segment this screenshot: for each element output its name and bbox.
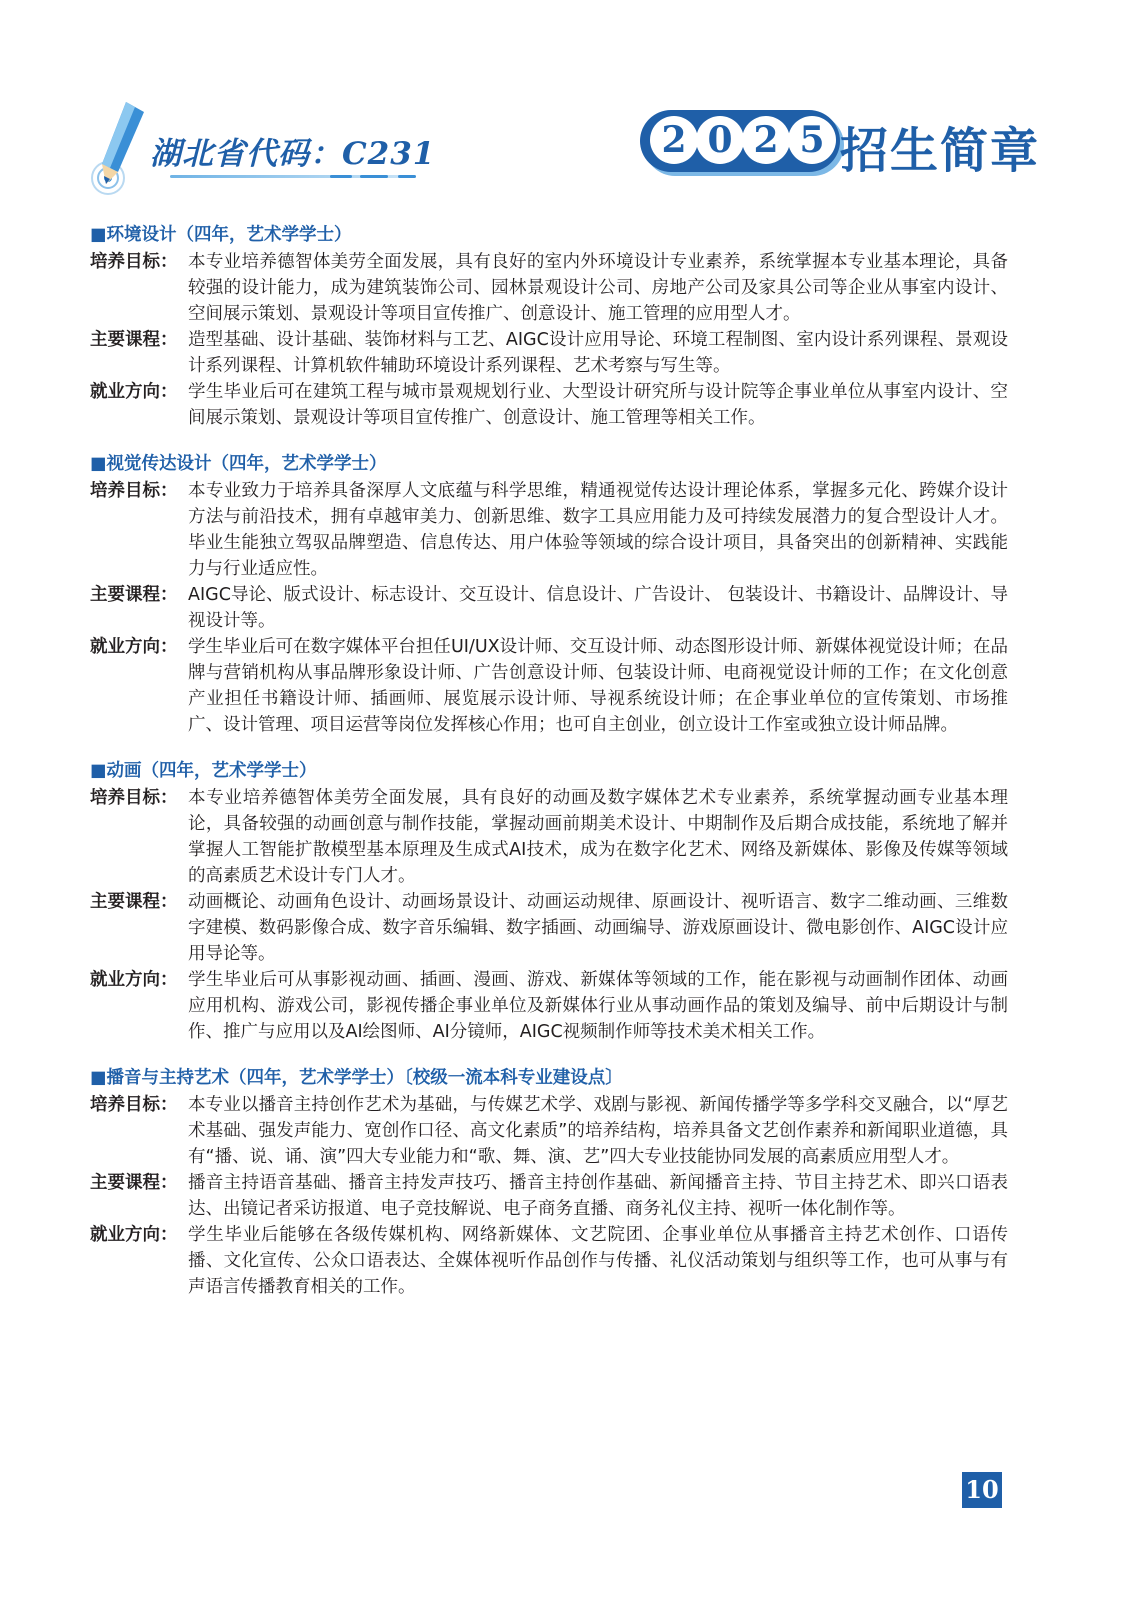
- major-section: [90, 757, 1030, 1045]
- page-number: 10: [962, 1472, 1002, 1508]
- major-list: [90, 221, 1030, 1319]
- row-label: 主要课程：: [90, 892, 178, 912]
- row-text: 造型基础、设计基础、装饰材料与工艺、AIGC设计应用导论、环境工程制图、室内设计系列课程、景观设计系列课程、计算机软件辅助环境设计系列课程、艺术考察与写生等。: [188, 330, 1008, 376]
- year-digit: 5: [788, 116, 836, 164]
- major-title: ■播音与主持艺术（四年，艺术学学士）〔校级一流本科专业建设点〕: [90, 1068, 623, 1088]
- row-text: 播音主持语音基础、播音主持发声技巧、播音主持创作基础、新闻播音主持、节目主持艺术、即兴口语表达、出镜记者采访报道、电子竞技解说、电子商务直播、商务礼仪主持、视听一体化制作等。: [188, 1173, 1008, 1219]
- row-text: 学生毕业后可在建筑工程与城市景观规划行业、大型设计研究所与设计院等企事业单位从事室内设计、空间展示策划、景观设计等项目宣传推广、创意设计、施工管理等相关工作。: [188, 382, 1008, 428]
- year-digit: 2: [650, 116, 698, 164]
- row-text: 学生毕业后可在数字媒体平台担任UI/UX设计师、交互设计师、动态图形设计师、新媒体视觉设计师；在品牌与营销机构从事品牌形象设计师、广告创意设计师、包装设计师、电商视觉设计师的工作；在文化创意产业担任书籍设计师、插画师、展览展示设计师、导视系统设计师；在企事业单位的宣传策划、市场推广、设计管理、项目运营等岗位发挥核心作用；也可自主创业，创立设计工作室或独立设计师品牌。: [188, 637, 1008, 735]
- year-digit: 2: [742, 116, 790, 164]
- row-text: 本专业致力于培养具备深厚人文底蕴与科学思维，精通视觉传达设计理论体系，掌握多元化、跨媒介设计方法与前沿技术，拥有卓越审美力、创新思维、数字工具应用能力及可持续发展潜力的复合型设计人才。毕业生能独立驾驭品牌塑造、信息传达、用户体验等领域的综合设计项目，具备突出的创新精神、实践能力与行业适应性。: [188, 481, 1008, 579]
- row-text: 动画概论、动画角色设计、动画场景设计、动画运动规律、原画设计、视听语言、数字二维动画、三维数字建模、数码影像合成、数字音乐编辑、数字插画、动画编导、游戏原画设计、微电影创作、AIGC设计应用导论等。: [188, 892, 1008, 964]
- row-label: 就业方向：: [90, 1225, 178, 1245]
- row-label: 培养目标：: [90, 788, 178, 808]
- page-header: [0, 0, 1130, 210]
- pencil-icon: [88, 98, 158, 198]
- header-dash: [398, 175, 416, 178]
- brochure-title: 招生简章: [840, 123, 1041, 179]
- row-label: 培养目标：: [90, 1095, 178, 1115]
- detail-row: [90, 634, 1030, 738]
- header-dash: [330, 175, 352, 178]
- row-label: 就业方向：: [90, 382, 178, 402]
- major-title: ■动画（四年，艺术学学士）: [90, 761, 317, 781]
- row-label: 主要课程：: [90, 330, 178, 350]
- row-label: 就业方向：: [90, 637, 178, 657]
- row-label: 主要课程：: [90, 585, 178, 605]
- detail-row: [90, 582, 1030, 634]
- detail-row: [90, 1222, 1030, 1300]
- row-text: 本专业培养德智体美劳全面发展，具有良好的动画及数字媒体艺术专业素养，系统掌握动画专业基本理论，具备较强的动画创意与制作技能，掌握动画前期美术设计、中期制作及后期合成技能，系统地了解并掌握人工智能扩散模型基本原理及生成式AI技术，成为在数字化艺术、网络及新媒体、影像及传媒等领域的高素质艺术设计专门人才。: [188, 788, 1008, 886]
- major-title: ■环境设计（四年，艺术学学士）: [90, 225, 352, 245]
- detail-row: [90, 967, 1030, 1045]
- row-label: 主要课程：: [90, 1173, 178, 1193]
- detail-row: [90, 785, 1030, 889]
- row-label: 培养目标：: [90, 481, 178, 501]
- row-label: 培养目标：: [90, 252, 178, 272]
- year-digit: 0: [696, 116, 744, 164]
- row-text: AIGC导论、版式设计、标志设计、交互设计、信息设计、广告设计、 包装设计、书籍设计、品牌设计、导视设计等。: [188, 585, 1008, 631]
- detail-row: [90, 889, 1030, 967]
- detail-row: [90, 478, 1030, 582]
- major-section: [90, 221, 1030, 431]
- row-text: 学生毕业后能够在各级传媒机构、网络新媒体、文艺院团、企事业单位从事播音主持艺术创作、口语传播、文化宣传、公众口语表达、全媒体视听作品创作与传播、礼仪活动策划与组织等工作，也可从事与有声语言传播教育相关的工作。: [188, 1225, 1008, 1297]
- row-text: 本专业培养德智体美劳全面发展，具有良好的室内外环境设计专业素养，系统掌握本专业基本理论，具备较强的设计能力，成为建筑装饰公司、园林景观设计公司、房地产公司及家具公司等企业从事室内设计、空间展示策划、景观设计等项目宣传推广、创意设计、施工管理的应用型人才。: [188, 252, 1008, 324]
- row-label: 就业方向：: [90, 970, 178, 990]
- province-code: 湖北省代码：C231: [150, 136, 436, 172]
- detail-row: [90, 1170, 1030, 1222]
- detail-row: [90, 1092, 1030, 1170]
- major-section: [90, 1064, 1030, 1300]
- detail-row: [90, 327, 1030, 379]
- major-section: [90, 450, 1030, 738]
- detail-row: [90, 379, 1030, 431]
- row-text: 学生毕业后可从事影视动画、插画、漫画、游戏、新媒体等领域的工作，能在影视与动画制作团体、动画应用机构、游戏公司，影视传播企事业单位及新媒体行业从事动画作品的策划及编导、前中后期设计与制作、推广与应用以及AI绘图师、AI分镜师，AIGC视频制作师等技术美术相关工作。: [188, 970, 1008, 1042]
- row-text: 本专业以播音主持创作艺术为基础，与传媒艺术学、戏剧与影视、新闻传播学等多学科交叉融合，以“厚艺术基础、强发声能力、宽创作口径、高文化素质”的培养结构，培养具备文艺创作素养和新闻职业道德，具有“播、说、诵、演”四大专业能力和“歌、舞、演、艺”四大专业技能协同发展的高素质应用型人才。: [188, 1095, 1008, 1167]
- header-dash: [360, 175, 388, 178]
- detail-row: [90, 249, 1030, 327]
- major-title: ■视觉传达设计（四年，艺术学学士）: [90, 454, 387, 474]
